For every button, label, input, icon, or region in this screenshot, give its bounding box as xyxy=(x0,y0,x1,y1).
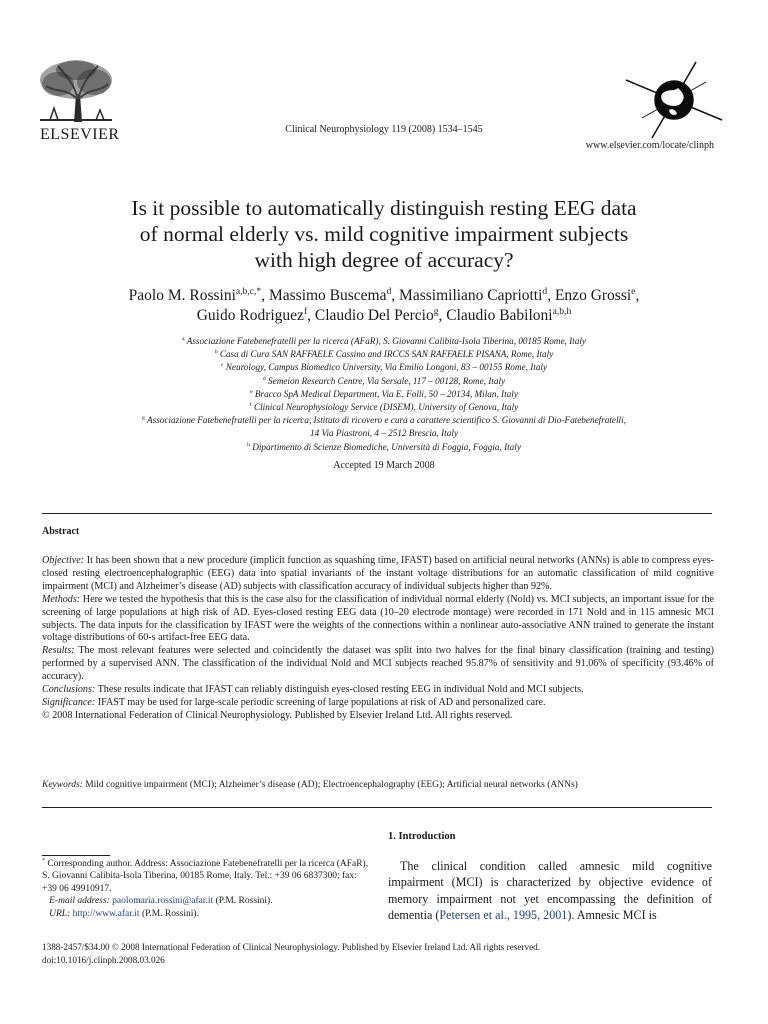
issn-line: 1388-2457/$34.00 © 2008 International Federation of Clinical Neurophysiology. Published by Elsevier Ireland Ltd. All rights reserved. xyxy=(42,942,541,952)
bottom-copyright xyxy=(42,941,722,966)
affiliation-line: $^d$ Semeion Research Centre, Via Sersale, 117 – 00128, Rome, Italy xyxy=(262,375,506,386)
email-link[interactable]: paolomaria.rossini@afar.it xyxy=(112,896,214,907)
affiliation-line: 14 Via Piastroni, 4 – 2512 Brescia, Italy xyxy=(310,428,458,439)
abstract-heading: Abstract xyxy=(42,526,80,537)
email-footnote: E-mail address: paolomaria.rossini@afar.it (P.M. Rossini). xyxy=(49,896,273,907)
accepted-date: Accepted 19 March 2008 xyxy=(333,460,435,471)
author-affil-sup: a,b,h xyxy=(552,305,572,317)
title-line: with high degree of accuracy? xyxy=(254,248,514,272)
author-name[interactable]: Claudio Babiloni xyxy=(446,307,553,324)
keywords-label: Keywords: xyxy=(42,780,83,790)
citation-link[interactable]: Petersen et al., 1995, 2001 xyxy=(439,907,568,922)
affiliation-line: $^c$ Neurology, Campus Biomedico University, Via Emilio Longoni, 83 – 00155 Rome, Italy xyxy=(220,362,548,373)
abstract-objective: Objective: It has been shown that a new procedure (implicit function as squashing time, IFAST) based on artificial neural networks (ANNs) is able to compress eyes-closed resting electroencephalographic (EEG) data into spatial invariants of the instant voltage distributions for an automatic classification of mild cognitive impairment (MCI) and Alzheimer’s disease (AD) subjects with classification accuracy of individual subjects higher than 92%. xyxy=(42,555,714,592)
title-line: of normal elderly vs. mild cognitive impairment subjects xyxy=(139,222,629,246)
author-name[interactable]: Enzo Grossi xyxy=(554,287,632,304)
author-name[interactable]: Claudio Del Percio xyxy=(314,307,434,324)
globe-icon xyxy=(622,58,726,142)
abstract-top-rule xyxy=(42,513,712,514)
author-affil-sup: a,b,c, xyxy=(235,285,257,297)
keywords xyxy=(42,780,714,790)
publisher-name: ELSEVIER xyxy=(40,126,120,143)
journal-globe-logo xyxy=(622,58,726,147)
author-list: Paolo M. Rossini$^{a,b,c,*}$, Massimo Buscema$^d$, Massimiliano Capriotti$^d$, Enzo Grossi$^e$, Guido Rodriguez$^f$, Claudio Del Percio$^g$, Claudio Babiloni$^{a,b,h}$ xyxy=(128,285,640,324)
author-affil-sup: e xyxy=(631,285,636,297)
keywords-text: Mild cognitive impairment (MCI); Alzheimer’s disease (AD); Electroencephalography (EEG); Artificial neural networks (ANNs) xyxy=(85,780,578,790)
abstract-bottom-rule xyxy=(42,807,712,808)
abstract-methods: Methods: Here we tested the hypothesis that this is the case also for the classification of individual normal elderly (Nold) vs. MCI subjects, an important issue for the screening of large populations at high risk of AD. Eyes-closed resting EEG data (10–20 electrode montage) were recorded in 171 Nold and in 115 amnesic MCI subjects. The data inputs for the classification by IFAST were the weights of the connections within a nonlinear auto-associative ANN trained to generate the instant voltage distributions of 60-s artifact-free EEG data. xyxy=(42,593,714,644)
abstract-copyright: © 2008 International Federation of Clinical Neurophysiology. Published by Elsevier Ireland Ltd. All rights reserved. xyxy=(42,709,513,721)
author-affil-sup: d xyxy=(542,285,548,297)
footnotes xyxy=(42,858,372,920)
title-line: Is it possible to automatically distinguish resting EEG data xyxy=(131,196,637,220)
affiliation-line: $^e$ Bracco SpA Medical Department, Via E. Folli, 50 – 20134, Milan, Italy xyxy=(250,388,518,399)
footnote-rule xyxy=(42,855,110,856)
abstract-results: Results: The most relevant features were selected and coincidently the dataset was split into two halves for the final binary classification (training and testing) performed by a supervised ANN. The classification of the individual Nold and MCI subjects reached 95.87% of sensitivity and 91.06% of specificity (93.46% of accuracy). xyxy=(42,645,715,683)
affiliation-line: $^a$ Associazione Fatebenefratelli per la ricerca (AFaR), S. Giovanni Calibita-Isola Tiberina, 00185 Rome, Italy xyxy=(182,335,586,346)
corresponding-footnote: * Corresponding author. Address: Associazione Fatebenefratelli per la ricerca (AFaR), S. Giovanni Calibita-Isola Tiberina, 00185 Rome, Italy. Tel.: +39 06 6837300; fax: +39 06 49910917. xyxy=(42,857,369,894)
doi-line[interactable]: doi:10.1016/j.clinph.2008.03.026 xyxy=(42,954,165,965)
url-link[interactable]: http://www.afar.it xyxy=(72,908,140,919)
affiliations xyxy=(60,335,708,454)
author-name[interactable]: Massimo Buscema xyxy=(268,287,387,304)
author-name[interactable]: Paolo M. Rossini xyxy=(128,287,236,304)
abstract-conclusions: Conclusions: These results indicate that IFAST can reliably distinguish eyes-closed resting EEG in individual Nold and MCI subjects. xyxy=(42,684,584,696)
abstract-body xyxy=(42,555,714,723)
journal-citation: Clinical Neurophysiology 119 (2008) 1534–1545 xyxy=(285,124,483,135)
author-name[interactable]: Massimiliano Capriotti xyxy=(399,287,543,304)
author-affil-sup: d xyxy=(386,285,392,297)
article-title xyxy=(60,195,708,273)
introduction-text: The clinical condition called amnesic mild cognitive impairment (MCI) is characterized by objective evidence of memory impairment not yet encompassing the definition of dementia (Petersen et al., 1995, 2001). Amnesic MCI is xyxy=(388,859,712,922)
affiliation-line: $^b$ Casa di Cura SAN RAFFAELE Cassino and IRCCS SAN RAFFAELE PISANA, Rome, Italy xyxy=(214,349,554,360)
url-footnote: URL: http://www.afar.it (P.M. Rossini). xyxy=(49,908,199,919)
affiliation-line: $^h$ Dipartimento di Scienze Biomediche, Università di Foggia, Foggia, Italy xyxy=(247,441,521,452)
affiliation-line: $^g$ Associazione Fatebenefratelli per la ricerca, Istituto di ricovero e cura a carattere scientifico S. Giovanni di Dio-Fatebenefratelli, xyxy=(142,415,626,426)
abstract-significance: Significance: IFAST may be used for large-scale periodic screening of large populations at risk of AD and personalized care. xyxy=(42,696,546,708)
affiliation-line: $^f$ Clinical Neurophysiology Service (DISEM), University of Genova, Italy xyxy=(249,401,519,413)
author-affil-sup: f xyxy=(303,305,308,317)
corresponding-marker: * xyxy=(256,285,262,297)
journal-url[interactable]: www.elsevier.com/locate/clinph xyxy=(585,140,714,151)
section-heading-introduction: 1. Introduction xyxy=(388,831,456,842)
author-name[interactable]: Guido Rodriguez xyxy=(196,307,304,324)
elsevier-tree-icon xyxy=(36,58,116,124)
author-affil-sup: g xyxy=(433,305,439,317)
